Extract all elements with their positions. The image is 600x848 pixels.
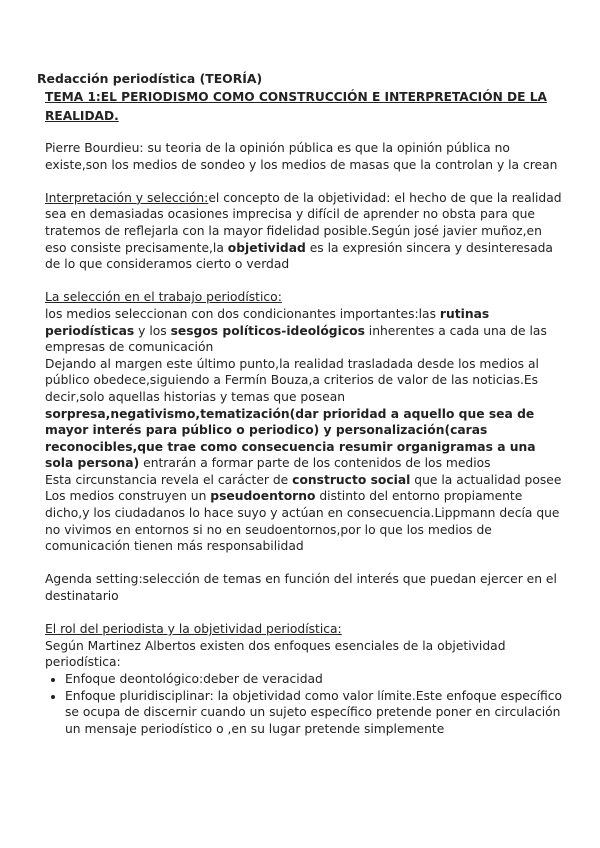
- rol-heading: El rol del periodista y la objetividad periodística:: [45, 622, 342, 637]
- criterios-text: Dejando al margen este último punto,la realidad trasladada desde los medios al público obedece,siguiendo a Fermín Bouza,a criterios de valor de las noticias.Es decir,solo aquellas historias y temas que posean: [45, 356, 539, 404]
- topic-title: TEMA 1:EL PERIODISMO COMO CONSTRUCCIÓN E INTERPRETACIÓN DE LA REALIDAD.: [45, 90, 547, 123]
- rutinas-term: rutinas periodísticas: [45, 306, 490, 338]
- constructo-term: constructo social: [292, 472, 411, 487]
- interpretacion-paragraph: [45, 190, 565, 273]
- constructo-paragraph: [45, 472, 565, 489]
- criterios-paragraph: [45, 356, 565, 472]
- constructo-text-end: que la actualidad posee: [410, 472, 562, 487]
- agenda-paragraph: Agenda setting:selección de temas en función del interés que puedan ejercer en el destinatario: [45, 572, 557, 604]
- pseudoentorno-text: Los medios construyen un: [45, 489, 211, 504]
- spacer: [45, 273, 565, 290]
- seleccion-paragraph: [45, 306, 565, 356]
- interpretacion-heading: Interpretación y selección:: [45, 190, 209, 205]
- spacer: [45, 555, 565, 572]
- document-body: [45, 140, 565, 737]
- pseudoentorno-paragraph: [45, 488, 565, 554]
- seleccion-text: y los: [134, 323, 171, 338]
- seleccion-heading: La selección en el trabajo periodístico:: [45, 290, 282, 305]
- bourdieu-paragraph: Pierre Bourdieu: su teoria de la opinión pública es que la opinión pública no existe,son los medios de sondeo y los medios de masas que la controlan y la crean: [45, 141, 558, 172]
- interpretacion-text: el concepto de la objetividad: el hecho de que la realidad sea en demasiadas ocasiones imprecisa y difícil de aprender no obsta para que tratemos de reflejarla con la mayor fidelidad posible.Según josé javier muñoz,en eso consiste precisamente,la: [45, 190, 562, 255]
- spacer: [45, 173, 565, 190]
- seleccion-text: inherentes a cada una de las empresas de comunicación: [45, 323, 547, 355]
- sesgos-term: sesgos políticos-ideológicos: [170, 323, 365, 338]
- interpretacion-text-end: es la expresión sincera y desinteresada de lo que consideramos cierto o verdad: [45, 240, 553, 272]
- list-item: • Enfoque deontológico:deber de veracidad: [65, 671, 565, 688]
- rol-intro: Según Martinez Albertos existen dos enfoques esenciales de la objetividad periodística:: [45, 638, 506, 670]
- enfoques-list: [45, 671, 565, 737]
- pseudoentorno-text-end: distinto del entorno propiamente dicho,y los ciudadanos lo hace suyo y actúan en consecuencia.Lippmann decía que no vivimos en entornos si no en seudoentornos,por lo que los medios de comunicación tienen más responsabilidad: [45, 489, 560, 554]
- criterios-term: sorpresa,negativismo,tematización(dar prioridad a aquello que sea de mayor interés para público o periodico) y personalización(caras reconocibles,que trae como consecuencia resumir organigramas a una sola persona): [45, 406, 536, 471]
- pseudoentorno-term: pseudoentorno: [210, 489, 316, 504]
- spacer: [45, 605, 565, 622]
- document-header: Redacción periodística (TEORÍA): [37, 71, 263, 86]
- list-item: • Enfoque pluridisciplinar: la objetividad como valor límite.Este enfoque específico se ocupa de discernir cuando un sujeto específico pretende poner en circulación un mensaje periodístico o ,en su lugar pretende simplemente: [65, 688, 565, 738]
- seleccion-text: los medios seleccionan con dos condicionantes importantes:las: [45, 306, 440, 321]
- criterios-text-end: entrarán a formar parte de los contenidos de los medios: [139, 456, 491, 471]
- objetividad-term: objetividad: [227, 240, 306, 255]
- constructo-text: Esta circunstancia revela el carácter de: [45, 472, 293, 487]
